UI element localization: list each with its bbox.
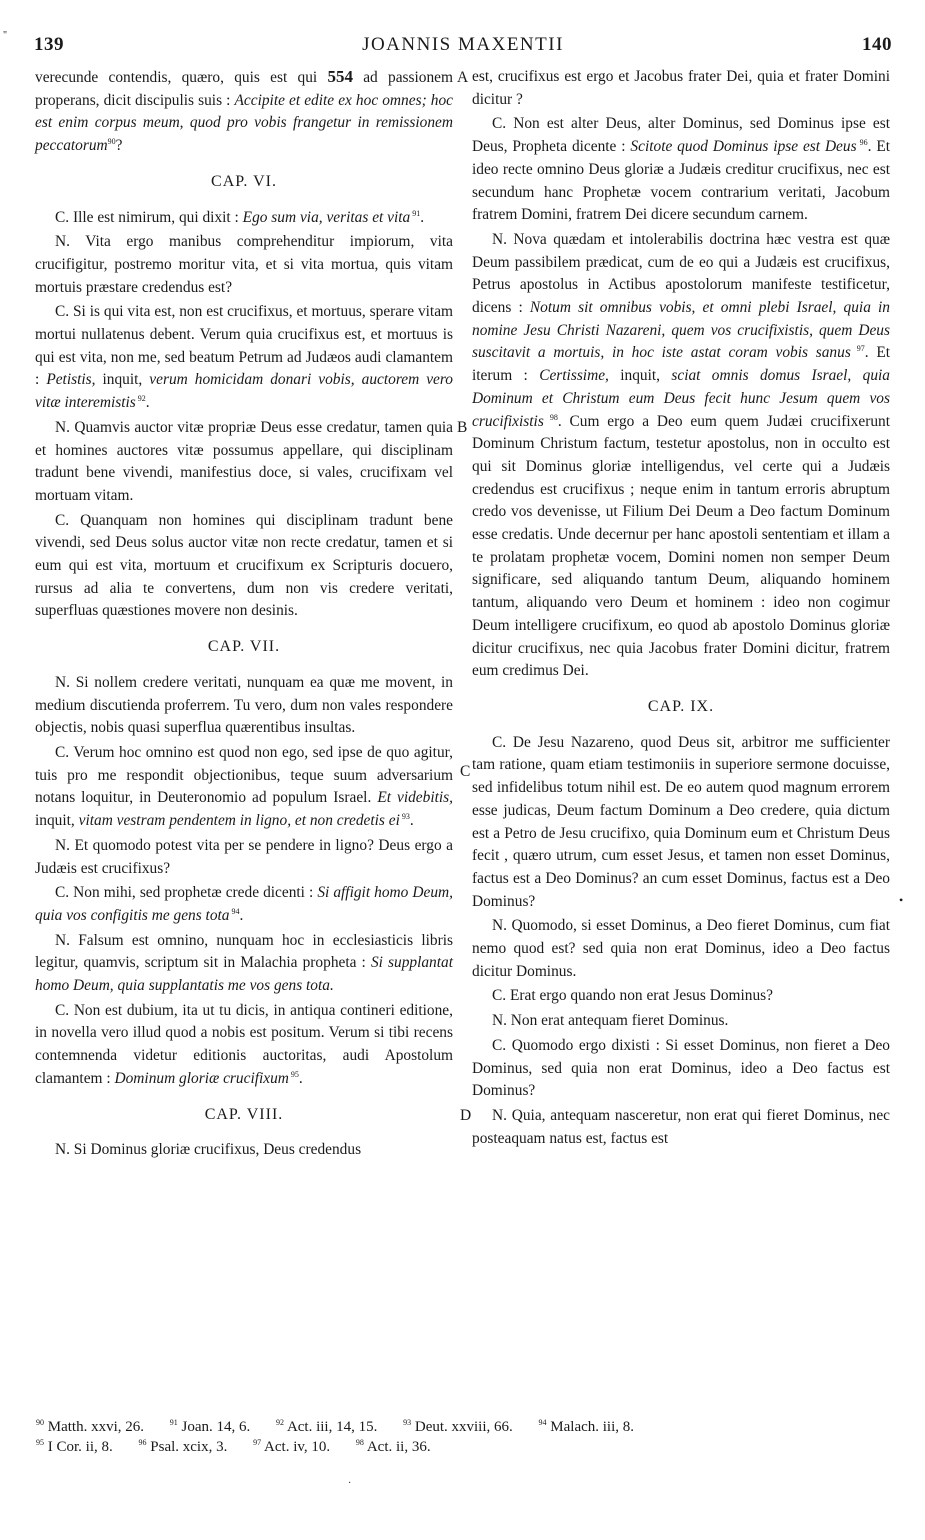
paragraph xyxy=(35,930,453,998)
text: . xyxy=(239,906,244,924)
chapter-heading: CAP. VI. xyxy=(211,172,277,190)
paragraph: N. Quia, antequam nasceretur, non erat qui fieret Dominus, nec posteaquam natus est, factus est xyxy=(472,1106,890,1147)
footnote xyxy=(276,1419,377,1435)
text: ad passionem properans, dicit discipulis suis : xyxy=(35,69,453,109)
footnote-number: 97 xyxy=(253,1438,262,1447)
paragraph: C. Quanquam non homines qui disciplinam tradunt bene vivendi, sed Deus solus auctor vitæ non recte credatur, tamen et si eum qui est vita, mortuum et crucifixum ex Scripturis docuero, rursus ad alia te convertens, dum non vis credere veritati, superfluas quæstiones movere non desinis. xyxy=(35,511,453,620)
scripture-quote: vitam vestram pendentem in ligno, et non credetis ei xyxy=(78,812,400,830)
footnote-number: 94 xyxy=(538,1418,547,1427)
text: . xyxy=(409,812,414,830)
footnote-number: 93 xyxy=(403,1418,412,1427)
footnote-number: 90 xyxy=(36,1418,44,1427)
scripture-quote: Si supplantat homo Deum, quia supplantatis me vos gens tota. xyxy=(35,954,453,995)
paragraph: N. Quamvis auctor vitæ propriæ Deus esse credatur, tamen quia et homines auctores vitæ possumus appellare, qui disciplinam tradunt bene vivendi, manifestius doce, si vales, crucifixam vel mortuam vitam. xyxy=(35,418,453,504)
paragraph: N. Vita ergo manibus comprehenditur impiorum, vita crucifigitur, postremo moritur vita, et si vita mortua, quis vitam mortuis præstare credendus est? xyxy=(35,233,453,296)
paragraph: N. Et quomodo potest vita per se pendere in ligno? Deus ergo a Judæis est crucifixus? xyxy=(35,836,453,877)
footnote xyxy=(356,1439,431,1455)
text: . xyxy=(145,394,150,412)
paragraph xyxy=(472,229,890,683)
corner-mark: " xyxy=(3,30,8,41)
footnote-ref: 90 xyxy=(107,136,116,146)
margin-marker-c: C xyxy=(460,763,471,780)
scripture-quote: Si affigit homo Deum, quia vos configitis me gens tota xyxy=(35,884,453,924)
paragraph: C. De Jesu Nazareno, quod Deus sit, arbitror me sufficienter tam ratione, quam etiam testimoniis in superiore sermone docuisse, sed infidelibus totum nihil est. De eo autem quod magnum errorem esse judicas, Deum factum Dominum a Deo credere, quia dictum est a Petro de Jesu crucifixo, quia Dominum eum et Christum Deus fecit , quæro utrum, cum esset Jesus, et tamen non esset Dominus, factus est a Deo Dominus? an cum esset Dominus, factus est a Deo Dominus? xyxy=(472,733,890,910)
scripture-quote: Certissime, xyxy=(539,367,609,385)
footnote-text: Act. iv, 10. xyxy=(264,1439,331,1455)
footnote-ref: 95 xyxy=(288,1069,299,1079)
text: . Et iterum : xyxy=(472,344,890,385)
scripture-quote: sciat omnis domus Israel, quia Dominum et Christum eum Deus fecit hunc Jesum quem vos crucifixistis xyxy=(472,367,890,430)
footnote xyxy=(36,1439,113,1455)
text: verecunde contendis, quæro, quis est qui xyxy=(35,69,328,86)
scripture-quote: Ego sum via, veritas et vita xyxy=(242,208,411,226)
scripture-quote: Notum sit omnibus vobis, et omni plebi Israel, quia in nomine Jesu Christi Nazareni, quem vos crucifixistis, quem Deus suscitavit a mortuis, in hoc iste astat coram vobis sanus xyxy=(472,299,890,362)
right-column xyxy=(472,66,890,1152)
footnote-text: Psal. xcix, 3. xyxy=(150,1439,228,1455)
chapter-heading: CAP. IX. xyxy=(647,697,715,715)
text: . Et ideo recte omnino Deus gloriæ a Judæis creditur crucifixus, nec est secundum hanc Prophetæ vocem contrarium veritati, Jacobum fratrem Domini, fratrem Dei dicere secundum carnem. xyxy=(472,138,891,224)
text: C. Si is qui vita est, non est crucifixus, et mortuus, sperare vitam mortui nullatenus debent. Verum quia crucifixus est, et mortuus is qui est vita, non me, sed beatum Petrum ad Judæos audi clamantem : xyxy=(35,303,453,389)
footnote-text: Act. ii, 36. xyxy=(366,1439,431,1455)
footnote-number: 95 xyxy=(36,1438,44,1447)
margin-marker-b: B xyxy=(457,419,468,436)
footnote-ref: 92 xyxy=(135,394,146,404)
page-number-left: 139 xyxy=(34,34,64,55)
margin-marker-d: D xyxy=(460,1107,472,1124)
footnote-text: Deut. xxviii, 66. xyxy=(414,1419,513,1435)
text: C. Non mihi, sed prophetæ crede dicenti : xyxy=(55,884,318,902)
text: inquit, xyxy=(35,812,79,830)
paragraph: C. Erat ergo quando non erat Jesus Dominus? xyxy=(492,987,773,1005)
footnote xyxy=(170,1419,251,1435)
left-column xyxy=(35,66,453,1164)
footnote-number: 98 xyxy=(355,1438,364,1447)
footnote-ref: 94 xyxy=(229,906,240,916)
paragraph: N. Si Dominus gloriæ crucifixus, Deus credendus xyxy=(55,1141,362,1159)
text: inquit, xyxy=(608,367,672,385)
text: N. Nova quædam et intolerabilis doctrina hæc vestra est quæ Deum passibilem prædicat, cum de eo qui a Judæis est crucifixus, Petrus apostolus in Actibus apostolorum manifeste testificetur, dicens : xyxy=(472,230,890,317)
text: . xyxy=(420,208,425,226)
text: . Cum ergo a Deo eum quem Judæi crucifixerunt Dominum Christum factum, testetur apostolus, non in occulto est qui sit Dominus gloriæ intelligendus, vel certe qui a Judæis credendus est crucifixus ; neque enim in tantum erroris abruptum credo vos devenisse, ut Filium Dei Deum a Deo factum Dominum esse credatis. Unde decernur per hanc apostoli sententiam et illam a te prolatam prophetæ vocem, Domini nomen non semper Deum significare, sed aliquando tantum Deum, aliquando hominem tantum, aliquando vero Deum et hominem : ideo non cogimur Deum intelligere crucifixum, eo quod ab apostolo Dominus gloriæ dicitur crucifixus, nec quia Jacobus frater Domini dicitur, fratrem eum credimus Dei. xyxy=(472,412,890,680)
footnote-line xyxy=(36,1417,896,1437)
margin-marker-a: A xyxy=(457,69,469,86)
footnote xyxy=(36,1419,144,1435)
footnote xyxy=(253,1439,330,1455)
footnote-ref: 93 xyxy=(399,811,410,821)
scripture-quote: verum homicidam donari vobis, auctorem vero vitæ interemistis xyxy=(35,371,453,412)
text: C. Non est alter Deus, alter Dominus, sed Dominus ipse est Deus, Propheta dicente : xyxy=(472,115,890,156)
paragraph xyxy=(35,882,453,927)
footnote-text: Malach. iii, 8. xyxy=(550,1419,635,1435)
chapter-heading: CAP. VIII. xyxy=(204,1105,284,1123)
paragraph: C. Quomodo ergo dixisti : Si esset Dominus, non fieret a Deo Dominus, sed quia non erat Dominus, ideo a Deo factus est Dominus? xyxy=(472,1036,890,1100)
scripture-quote: Et videbitis, xyxy=(377,789,453,807)
chapter-heading: CAP. VII. xyxy=(207,638,281,656)
stray-mark: • xyxy=(899,893,904,907)
paragraph xyxy=(35,66,453,158)
footnote-number: 91 xyxy=(169,1418,178,1427)
scripture-quote: Scitote quod Dominus ipse est Deus xyxy=(630,138,857,156)
page-mark: · xyxy=(348,1478,352,1489)
paragraph: N. Si nollem credere veritati, nunquam ea quæ me movent, in medium discutienda proferrem. Tu vero, dum non vales respondere objectis, nobis quasi superflua quærentibus insultas. xyxy=(35,673,453,737)
scripture-quote: Petistis, xyxy=(46,371,96,389)
paragraph xyxy=(35,1000,453,1091)
paragraph xyxy=(35,742,453,833)
paragraph: est, crucifixus est ergo et Jacobus frater Dei, quia et frater Domini dicitur ? xyxy=(472,68,890,108)
page-number-right: 140 xyxy=(862,34,892,55)
paragraph: N. Quomodo, si esset Dominus, a Deo fieret Dominus, cum fiat nemo quod est? sed quia non erat Dominus, ideo a Deo factus dicitur Dominus. xyxy=(472,917,890,980)
text: . xyxy=(298,1069,303,1087)
text: inquit, xyxy=(95,371,150,389)
text: ? xyxy=(115,137,123,155)
footnote-ref: 96 xyxy=(856,137,868,147)
footnote-text: I Cor. ii, 8. xyxy=(47,1439,113,1455)
migne-column-number: 554 xyxy=(327,67,353,86)
scripture-quote: Accipite et edite ex hoc omnes; hoc est enim corpus meum, quod pro vobis frangetur in remissionem peccatorum xyxy=(35,91,453,155)
paragraph xyxy=(35,207,453,230)
footnote-text: Act. iii, 14, 15. xyxy=(286,1419,378,1435)
running-title: JOANNIS MAXENTII xyxy=(362,34,564,55)
text: N. Falsum est omnino, nunquam hoc in ecclesiasticis libris legitur, quamvis, scriptum sit in Malachia propheta : xyxy=(35,931,453,972)
text: C. Ille est nimirum, qui dixit : xyxy=(55,208,243,226)
text: C. Non est dubium, ita ut tu dicis, in antiqua contineri editione, in novella vero illud quod a nobis est positum. Verum si tibi recens contemnenda videtur editionis auctoritas, audi Apostolum clamantem : xyxy=(35,1001,453,1087)
footnote-number: 92 xyxy=(276,1418,284,1427)
paragraph xyxy=(35,301,453,415)
footnote-ref: 98 xyxy=(543,412,558,422)
footnote xyxy=(403,1419,513,1435)
scripture-quote: Dominum gloriæ crucifixum xyxy=(114,1069,289,1087)
text: C. Verum hoc omnino est quod non ego, sed ipse de quo agitur, tuis pro me respondit objectionibus, teque suum adversarium notans loquitur, in Deuteronomio ad populum Israel. xyxy=(35,743,453,807)
footnote-number: 96 xyxy=(138,1438,147,1447)
footnote xyxy=(139,1439,228,1455)
paragraph: N. Non erat antequam fieret Dominus. xyxy=(492,1012,729,1030)
footnote-ref: 91 xyxy=(410,208,421,218)
footnotes xyxy=(36,1417,896,1457)
footnote xyxy=(539,1419,634,1435)
footnote-text: Joan. 14, 6. xyxy=(181,1419,251,1435)
footnote-line xyxy=(36,1437,896,1457)
footnote-ref: 97 xyxy=(850,344,865,354)
footnote-text: Matth. xxvi, 26. xyxy=(47,1419,144,1435)
page-header xyxy=(34,34,892,64)
paragraph xyxy=(472,113,890,227)
